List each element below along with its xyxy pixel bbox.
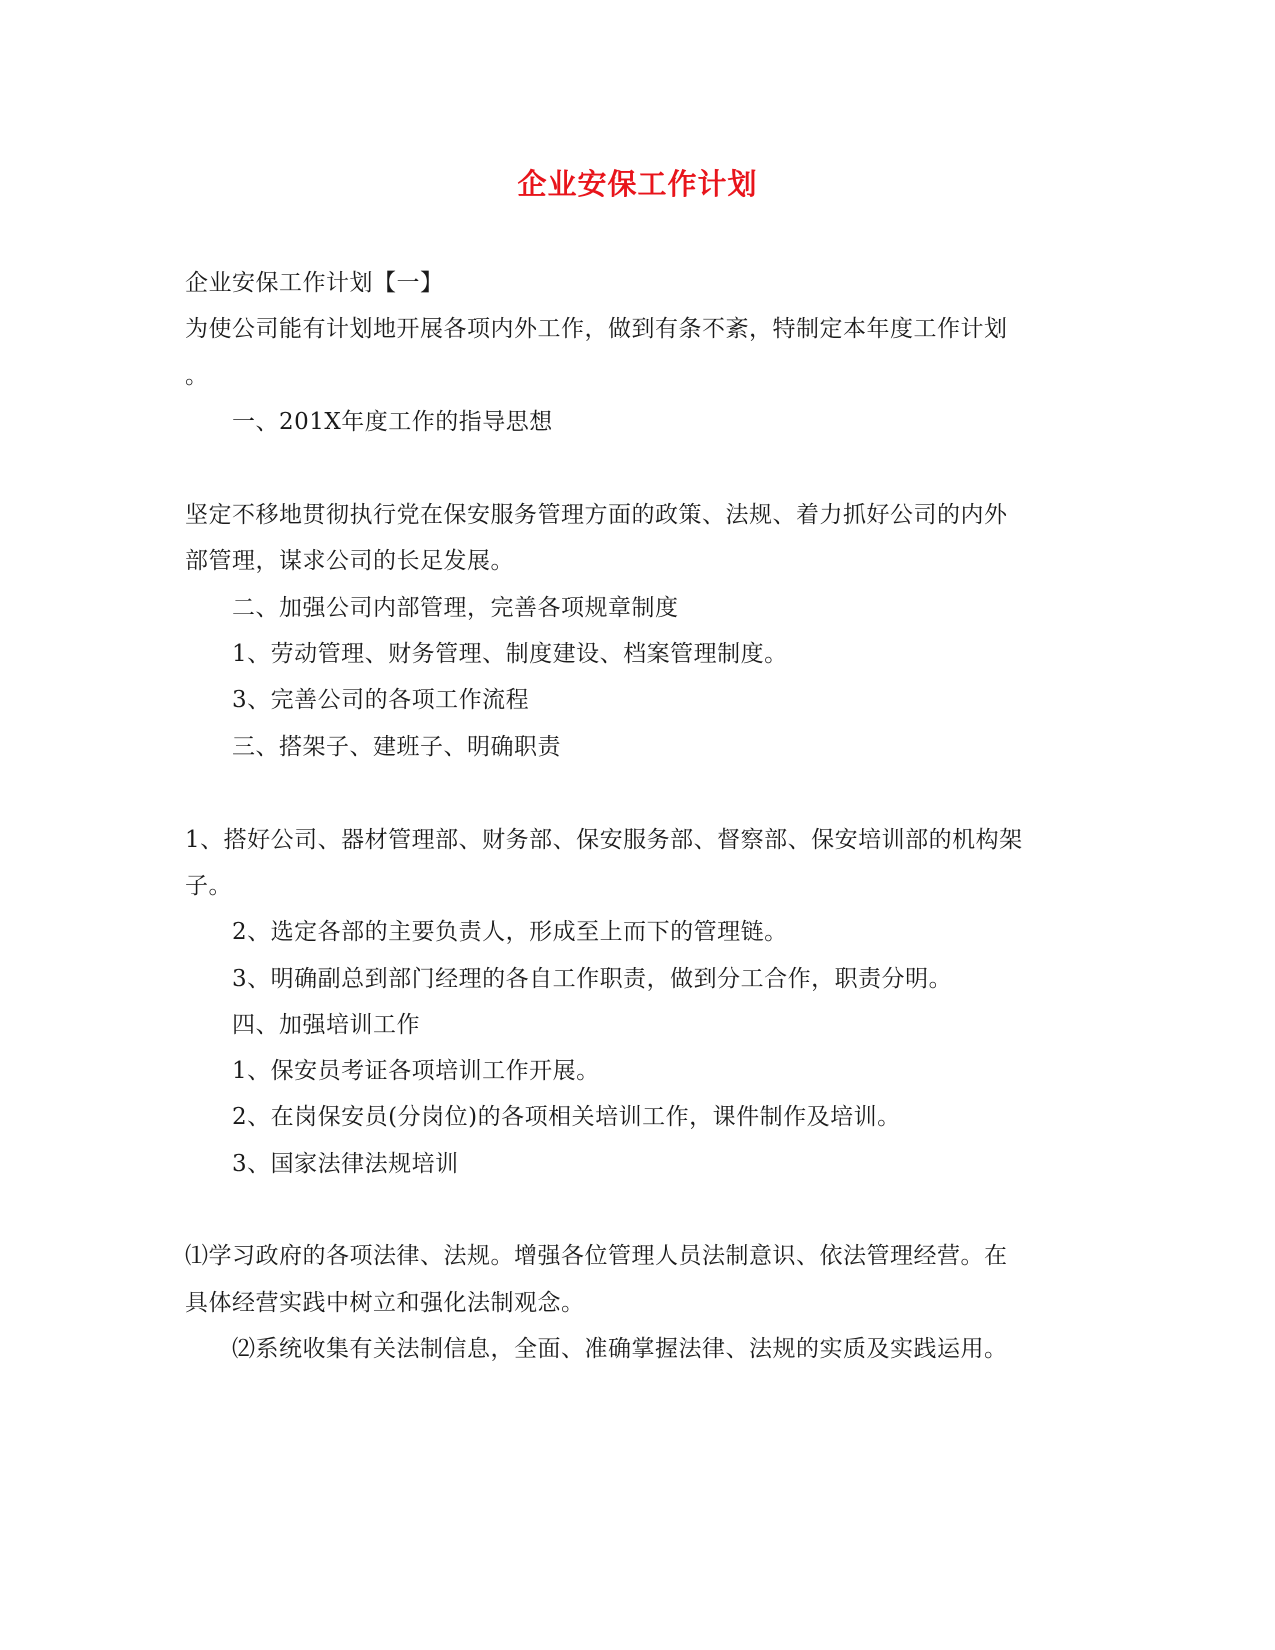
paragraph-line: 2、在岗保安员(分岗位)的各项相关培训工作，课件制作及培训。 bbox=[232, 1104, 901, 1130]
page-title: 企业安保工作计划 bbox=[517, 167, 758, 201]
paragraph-line: 2、选定各部的主要负责人，形成至上而下的管理链。 bbox=[232, 919, 788, 945]
paragraph-line: 。 bbox=[185, 363, 209, 389]
paragraph-line: 二、加强公司内部管理，完善各项规章制度 bbox=[232, 595, 679, 621]
paragraph-line: 3、明确副总到部门经理的各自工作职责，做到分工合作，职责分明。 bbox=[232, 966, 953, 992]
paragraph-line: 四、加强培训工作 bbox=[232, 1012, 420, 1038]
paragraph-line: 1、搭好公司、器材管理部、财务部、保安服务部、督察部、保安培训部的机构架 bbox=[185, 827, 1023, 853]
paragraph-line: ⑵系统收集有关法制信息，全面、准确掌握法律、法规的实质及实践运用。 bbox=[232, 1336, 1008, 1362]
paragraph-line: 子。 bbox=[185, 873, 232, 899]
paragraph-line: 部管理，谋求公司的长足发展。 bbox=[185, 548, 514, 574]
paragraph-line: 三、搭架子、建班子、明确职责 bbox=[232, 734, 561, 760]
paragraph-line: 3、国家法律法规培训 bbox=[232, 1151, 459, 1177]
section-heading: 企业安保工作计划【一】 bbox=[185, 270, 444, 296]
paragraph-line: 一、201X年度工作的指导思想 bbox=[232, 409, 553, 435]
paragraph-line: 具体经营实践中树立和强化法制观念。 bbox=[185, 1290, 585, 1316]
paragraph-line: 1、保安员考证各项培训工作开展。 bbox=[232, 1058, 600, 1084]
paragraph-line: 3、完善公司的各项工作流程 bbox=[232, 687, 530, 713]
paragraph-line: 为使公司能有计划地开展各项内外工作，做到有条不紊，特制定本年度工作计划 bbox=[185, 316, 1008, 342]
paragraph-line: ⑴学习政府的各项法律、法规。增强各位管理人员法制意识、依法管理经营。在 bbox=[185, 1243, 1008, 1269]
paragraph-line: 1、劳动管理、财务管理、制度建设、档案管理制度。 bbox=[232, 641, 788, 667]
paragraph-line: 坚定不移地贯彻执行党在保安服务管理方面的政策、法规、着力抓好公司的内外 bbox=[185, 502, 1008, 528]
